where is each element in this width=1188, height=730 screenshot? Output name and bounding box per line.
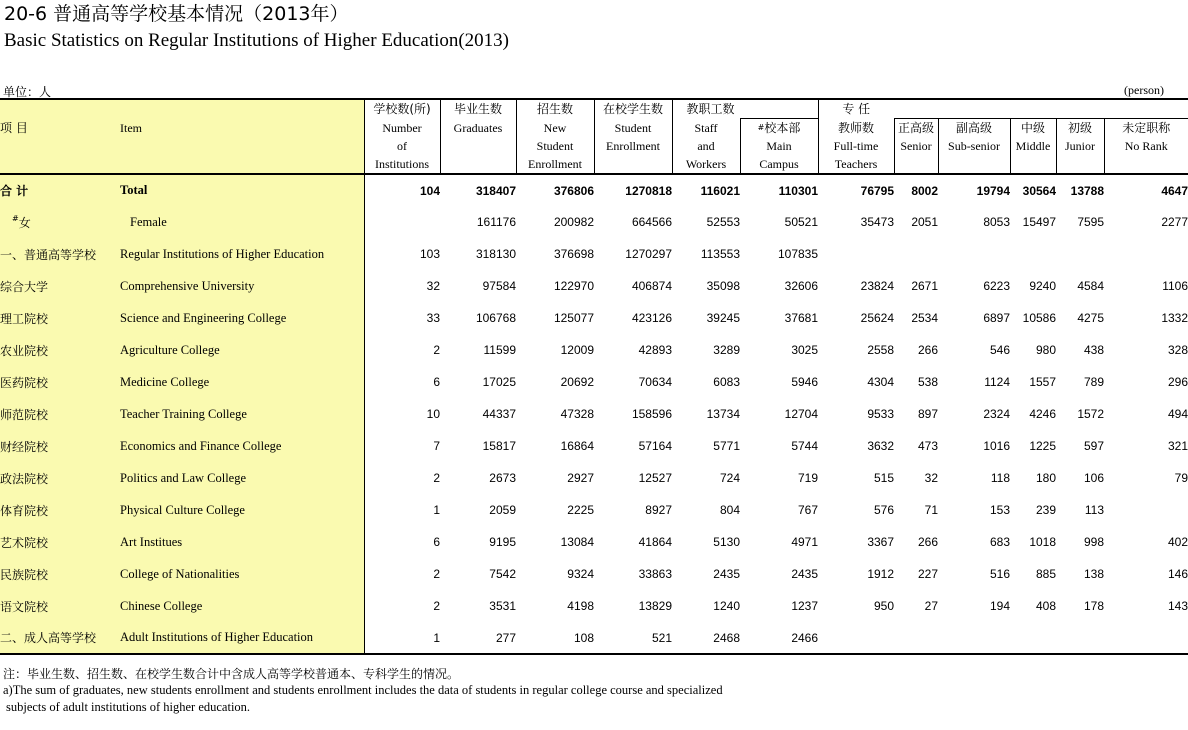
table-cell: 546 [989,343,1011,357]
header-item-cn: 项 目 [0,119,120,138]
row-label-en: Regular Institutions of Higher Education [120,238,364,270]
table-cell: 17025 [482,375,516,389]
table-cell: 2 [433,567,440,581]
page-title-en: Basic Statistics on Regular Institutions of Higher Education(2013) [4,30,510,51]
table-cell: 12527 [638,471,672,485]
table-cell [894,238,938,270]
table-cell: 79 [1174,471,1188,485]
header-staff-en-1: Staff [672,119,740,138]
table-body [0,174,1188,654]
header-enroll-en-2: Enrollment [594,137,672,155]
table-cell: 116021 [700,183,740,198]
table-cell: 423126 [631,311,672,325]
table-cell: 328 [1167,343,1188,357]
row-label-cn [0,494,120,526]
table-cell: 30564 [1022,183,1057,198]
table-cell: 1240 [713,599,740,613]
table-cell: 3025 [791,343,819,357]
table-cell: 16864 [560,439,594,453]
row-label-cn-text: 理工院校 [0,311,49,326]
table-row [0,270,1188,302]
table-cell: 885 [1035,567,1057,581]
row-label-cn [0,590,120,622]
table-cell: 5744 [791,439,819,453]
table-cell: 438 [1083,343,1105,357]
table-cell: 70634 [638,375,672,389]
row-label-cn-text: 一、普通高等学校 [0,247,97,262]
table-cell: 1016 [983,439,1011,453]
header-institutions-cn: 学校数(所) [364,99,440,119]
table-cell: 376698 [553,247,594,261]
table-cell: 1 [364,622,440,654]
table-row [0,334,1188,366]
row-label-cn [0,270,120,302]
row-label-cn-text: 财经院校 [0,439,49,454]
table-cell: 664566 [631,215,672,229]
row-label-en: Art Institues [120,526,364,558]
table-row [0,494,1188,526]
table-cell: 804 [719,503,740,517]
table-cell: 8927 [645,503,672,517]
row-label-cn-text: 合 计 [0,184,29,198]
row-label-en: Female [120,206,364,238]
header-junior-en: Junior [1056,137,1104,155]
header-item-en: Item [120,119,364,138]
table-cell: 42893 [638,343,672,357]
row-label-cn-text: 医药院校 [0,375,49,390]
table-cell: 227 [917,567,939,581]
table-cell: 25624 [860,311,895,325]
table-row [0,238,1188,270]
table-cell: 52553 [706,215,740,229]
table-cell: 576 [873,503,895,517]
table-cell: 239 [1035,503,1057,517]
table-cell: 296 [1167,375,1188,389]
table-cell: 4198 [567,599,594,613]
statistics-table [0,98,1188,655]
table-cell: 408 [1035,599,1057,613]
table-row [0,622,1188,654]
table-cell: 277 [440,622,516,654]
table-cell: 2671 [911,279,939,293]
table-cell: 11599 [483,343,516,357]
table-cell: 4304 [867,375,895,389]
header-middle-en: Middle [1010,137,1056,155]
table-cell: 2225 [567,503,594,517]
header-institutions-en-1: Number [364,119,440,138]
table-cell [818,622,894,654]
header-fulltime-en-2: Teachers [818,155,894,174]
table-cell: 1270297 [625,247,672,261]
table-cell: 318130 [475,247,516,261]
row-label-cn [0,430,120,462]
header-subsenior-cn: 副高级 [938,119,1010,138]
row-label-cn-text: 农业院校 [0,343,49,358]
table-row [0,302,1188,334]
header-item-en-top [120,99,364,119]
table-cell: 4275 [1077,311,1105,325]
footnote-cn: 注：毕业生数、招生数、在校学生数合计中含成人高等学校普通本、专科学生的情况。 [3,667,460,681]
unit-label-cn: 单位：人 [3,85,52,99]
table-cell: 2277 [1161,215,1188,229]
table-cell: 37681 [784,311,819,325]
header-new-cn: 招生数 [516,99,594,119]
table-cell: 4971 [791,535,819,549]
table-cell: 8053 [983,215,1011,229]
table-cell: 50521 [784,215,819,229]
table-cell: 200982 [553,215,594,229]
row-label-cn-text: 艺术院校 [0,535,49,550]
row-label-cn-text: 二、成人高等学校 [0,631,97,645]
table-cell [1010,238,1056,270]
table-cell: 5946 [791,375,819,389]
row-label-cn [0,366,120,398]
table-cell: 266 [917,535,939,549]
table-cell: 15817 [482,439,516,453]
table-cell: 10 [426,407,440,421]
table-row [0,558,1188,590]
table-cell: 724 [719,471,740,485]
header-staff-cn: 教职工数 [672,99,818,119]
header-new-en-1: New [516,119,594,138]
table-cell: 1106 [1162,279,1188,293]
table-cell: 13788 [1070,183,1105,198]
footnote-en-line1: a)The sum of graduates, new students enrollment and students enrollment includes the data of students in regular college course and specialized [3,683,723,697]
table-cell: 897 [917,407,939,421]
table-cell: 10586 [1022,311,1057,325]
row-label-cn [0,174,120,206]
table-cell: 13084 [560,535,594,549]
header-new-en-3: Enrollment [516,155,594,174]
header-item-cn-top [0,99,120,119]
table-cell [1056,622,1104,654]
table-cell: 2466 [740,622,818,654]
table-cell [938,622,1010,654]
row-label-cn-text: 综合大学 [0,279,49,294]
header-senior-cn: 正高级 [894,119,938,138]
header-junior-cn: 初级 [1056,119,1104,138]
table-cell [818,238,894,270]
table-cell: 5130 [713,535,740,549]
table-cell: 7 [433,439,440,453]
female-marker: # [12,213,19,223]
table-cell: 108 [516,622,594,654]
header-campus-cn-text: 校本部 [764,121,801,135]
table-row [0,206,1188,238]
row-label-cn-text: 体育院校 [0,503,49,518]
table-cell: 2673 [489,471,516,485]
table-cell: 3531 [489,599,516,613]
table-cell: 318407 [475,183,516,198]
table-row [0,174,1188,206]
row-label-en: Medicine College [120,366,364,398]
table-cell: 1 [433,503,440,517]
table-cell: 2051 [911,215,939,229]
table-cell: 76795 [860,183,895,198]
table-cell: 1018 [1029,535,1057,549]
header-graduates-cn: 毕业生数 [440,99,516,119]
table-cell: 27 [924,599,939,613]
table-cell: 2435 [713,567,740,581]
table-cell: 12704 [784,407,819,421]
table-cell [1104,494,1188,526]
table-cell: 3632 [867,439,895,453]
table-cell: 402 [1167,535,1188,549]
table-cell: 5771 [713,439,740,453]
table-cell: 789 [1083,375,1105,389]
table-cell: 2534 [911,311,939,325]
table-cell: 2324 [983,407,1011,421]
row-label-cn-text: 民族院校 [0,567,49,582]
table-cell: 32 [426,279,440,293]
header-graduates-en: Graduates [440,119,516,138]
table-cell: 8002 [911,183,939,198]
table-cell: 104 [419,183,440,198]
header-institutions-en-3: Institutions [364,155,440,174]
table-cell: 980 [1035,343,1057,357]
table-cell [1056,238,1104,270]
row-label-en: College of Nationalities [120,558,364,590]
table-cell: 950 [873,599,895,613]
table-cell: 7542 [489,567,516,581]
table-cell: 1912 [867,567,895,581]
table-cell [938,238,1010,270]
row-label-en: Total [120,174,364,206]
table-cell: 35098 [706,279,740,293]
table-cell: 4647 [1161,183,1188,198]
table-cell: 538 [917,375,939,389]
table-cell: 1124 [984,375,1011,389]
table-cell: 35473 [860,215,895,229]
table-cell: 13829 [638,599,672,613]
header-middle-cn: 中级 [1010,119,1056,138]
row-label-en: Teacher Training College [120,398,364,430]
table-cell: 9240 [1029,279,1057,293]
table-cell: 106 [1083,471,1105,485]
table-cell: 12009 [560,343,594,357]
table-cell: 44337 [482,407,516,421]
header-staff-en-3: Workers [672,155,740,174]
table-cell: 158596 [631,407,672,421]
table-row [0,398,1188,430]
table-cell: 1332 [1161,311,1188,325]
table-cell: 6897 [983,311,1011,325]
table-cell: 118 [990,471,1011,485]
table-cell: 47328 [560,407,594,421]
table-cell: 161176 [476,215,516,229]
header-fulltime-top-cn: 专 任 [818,99,894,119]
table-cell: 6223 [983,279,1011,293]
table-cell: 2 [433,599,440,613]
table-cell: 103 [419,247,440,261]
table-cell [1010,622,1056,654]
table-cell: 2059 [489,503,516,517]
table-row [0,590,1188,622]
table-cell: 1557 [1029,375,1057,389]
header-institutions-en-2: of [364,137,440,155]
table-row [0,526,1188,558]
table-cell: 406874 [631,279,672,293]
table-cell: 125077 [553,311,594,325]
table-cell: 39245 [706,311,740,325]
table-cell: 146 [1167,567,1188,581]
table-cell: 597 [1083,439,1105,453]
table-cell: 194 [989,599,1011,613]
table-cell: 180 [1035,471,1057,485]
table-cell: 6 [433,535,440,549]
header-enroll-en-1: Student [594,119,672,138]
row-label-en: Comprehensive University [120,270,364,302]
table-cell: 767 [797,503,819,517]
row-label-en: Physical Culture College [120,494,364,526]
table-cell: 494 [1167,407,1188,421]
table-cell: 33863 [638,567,672,581]
table-cell: 1270818 [625,183,672,198]
row-label-cn-text: 政法院校 [0,471,49,486]
table-cell: 20692 [560,375,594,389]
table-cell: 266 [917,343,939,357]
row-label-cn-text: 女 [18,215,31,230]
table-cell: 7595 [1077,215,1105,229]
table-cell: 2 [433,343,440,357]
header-fulltime-en-1: Full-time [818,137,894,155]
row-label-en: Agriculture College [120,334,364,366]
table-cell: 9324 [567,567,594,581]
campus-marker: # [757,123,765,132]
header-campus-en-2: Campus [740,155,818,174]
table-cell: 473 [917,439,939,453]
row-label-en: Economics and Finance College [120,430,364,462]
table-cell: 15497 [1022,215,1057,229]
table-cell: 2558 [867,343,895,357]
table-cell: 178 [1083,599,1105,613]
table-header [0,99,1188,174]
table-cell: 9195 [489,535,516,549]
table-cell: 143 [1167,599,1188,613]
table-cell: 4246 [1029,407,1057,421]
table-cell: 153 [989,503,1011,517]
row-label-cn [0,334,120,366]
table-cell: 516 [989,567,1011,581]
table-cell: 138 [1083,567,1105,581]
row-label-en: Politics and Law College [120,462,364,494]
table-cell: 2 [433,471,440,485]
table-cell: 2927 [567,471,594,485]
header-senior-en: Senior [894,137,938,155]
header-fulltime-cn: 教师数 [818,119,894,138]
table-cell: 32606 [784,279,819,293]
table-cell: 113 [1084,503,1105,517]
table-row [0,430,1188,462]
table-cell [364,206,440,238]
table-cell: 2435 [791,567,819,581]
footnote-en-line2: subjects of adult institutions of higher education. [6,700,251,714]
row-label-cn [0,206,120,238]
table-cell: 1225 [1029,439,1057,453]
table-cell: 3367 [867,535,895,549]
table-cell: 9533 [867,407,895,421]
table-cell: 107835 [777,247,819,261]
row-label-en: Adult Institutions of Higher Education [120,622,364,654]
row-label-cn [0,302,120,334]
table-cell: 4584 [1077,279,1105,293]
table-cell [894,622,938,654]
header-norank-cn: 未定职称 [1104,119,1188,138]
table-cell: 32 [924,471,939,485]
row-label-cn [0,558,120,590]
row-label-cn [0,462,120,494]
table-cell: 515 [873,471,895,485]
table-row [0,462,1188,494]
row-label-cn [0,526,120,558]
table-cell: 3289 [713,343,740,357]
table-cell: 2468 [672,622,740,654]
table-cell: 6 [433,375,440,389]
page-title-cn: 20-6 普通高等学校基本情况（2013年） [4,3,349,25]
table-cell: 1237 [791,599,819,613]
header-subsenior-en: Sub-senior [938,137,1010,155]
header-new-en-2: Student [516,137,594,155]
table-cell: 41864 [638,535,672,549]
table-cell: 1572 [1077,407,1105,421]
table-cell: 998 [1083,535,1105,549]
table-cell: 521 [594,622,672,654]
table-cell: 719 [797,471,819,485]
header-campus-en-1: Main [740,137,818,155]
table-cell: 19794 [976,183,1011,198]
header-enroll-cn: 在校学生数 [594,99,672,119]
row-label-cn-text: 语文院校 [0,599,49,614]
row-label-en: Chinese College [120,590,364,622]
row-label-cn [0,622,120,654]
table-cell: 122970 [553,279,594,293]
unit-label-en: (person) [1124,83,1164,97]
table-cell: 33 [426,311,440,325]
table-cell [1104,238,1188,270]
table-cell [1104,622,1188,654]
table-cell: 71 [924,503,939,517]
table-cell: 376806 [553,183,594,198]
table-cell: 97584 [482,279,516,293]
row-label-cn [0,238,120,270]
table-cell: 110301 [778,183,819,198]
table-cell: 683 [989,535,1011,549]
table-cell: 113553 [700,247,740,261]
header-norank-en: No Rank [1104,137,1188,155]
row-label-cn-text: 师范院校 [0,407,49,422]
table-row [0,366,1188,398]
table-cell: 13734 [706,407,740,421]
row-label-cn [0,398,120,430]
table-cell: 57164 [638,439,672,453]
table-cell: 106768 [475,311,516,325]
header-campus-cn [740,119,818,138]
row-label-en: Science and Engineering College [120,302,364,334]
header-staff-en-2: and [672,137,740,155]
table-cell: 23824 [860,279,895,293]
table-cell: 6083 [713,375,740,389]
table-cell: 321 [1167,439,1188,453]
